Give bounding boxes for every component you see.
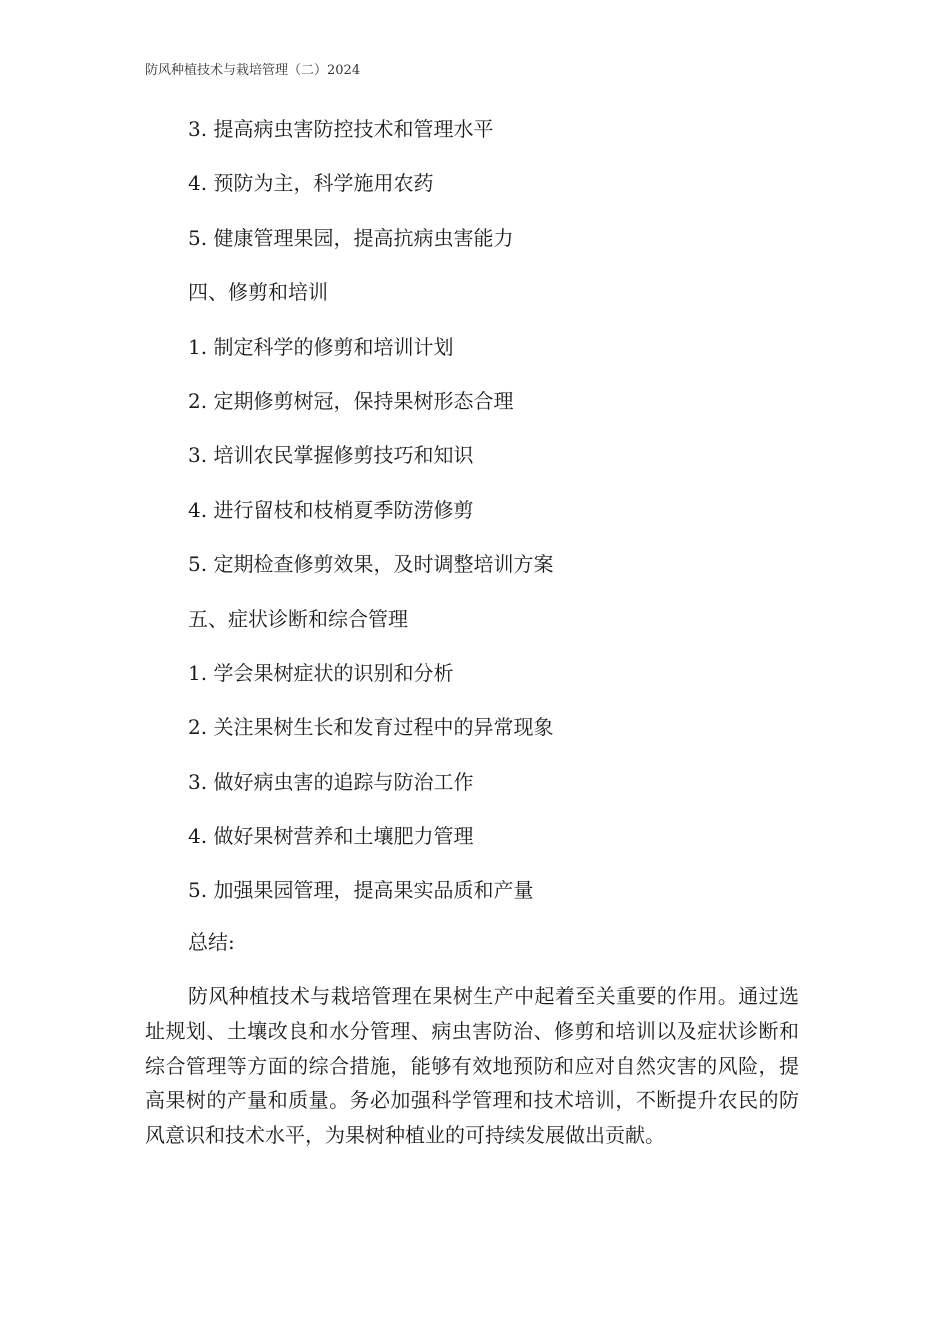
running-header: 防风种植技术与栽培管理（二）2024 [145,63,361,78]
list-item: 4. 预防为主，科学施用农药 [188,171,434,196]
list-item: 5. 加强果园管理，提高果实品质和产量 [188,878,534,903]
summary-paragraph: 防风种植技术与栽培管理在果树生产中起着至关重要的作用。通过选址规划、土壤改良和水分管理、病虫害防治、修剪和培训以及症状诊断和综合管理等方面的综合措施，能够有效地预防和应对自然灾害的风险，提高果树的产量和质量。务必加强科学管理和技术培训，不断提升农民的防风意识和技术水平，为果树种植业的可持续发展做出贡献。 [145,984,799,1148]
list-item: 3. 提高病虫害防控技术和管理水平 [188,117,494,141]
list-item: 3. 做好病虫害的追踪与防治工作 [188,769,474,794]
list-item: 5. 定期检查修剪效果，及时调整培训方案 [188,552,554,577]
summary-label: 总结: [188,930,235,954]
section-heading: 五、症状诊断和综合管理 [188,606,408,631]
list-item: 1. 学会果树症状的识别和分析 [188,660,454,685]
list-item: 5. 健康管理果园，提高抗病虫害能力 [188,225,514,250]
content-list [188,113,828,929]
section-heading: 四、修剪和培训 [188,280,328,305]
list-item: 4. 进行留枝和枝梢夏季防涝修剪 [188,497,474,522]
list-item: 2. 定期修剪树冠，保持果树形态合理 [188,388,514,413]
list-item: 3. 培训农民掌握修剪技巧和知识 [188,443,474,468]
list-item: 4. 做好果树营养和土壤肥力管理 [188,824,474,849]
list-item: 1. 制定科学的修剪和培训计划 [188,334,454,359]
list-item: 2. 关注果树生长和发育过程中的异常现象 [188,715,554,740]
